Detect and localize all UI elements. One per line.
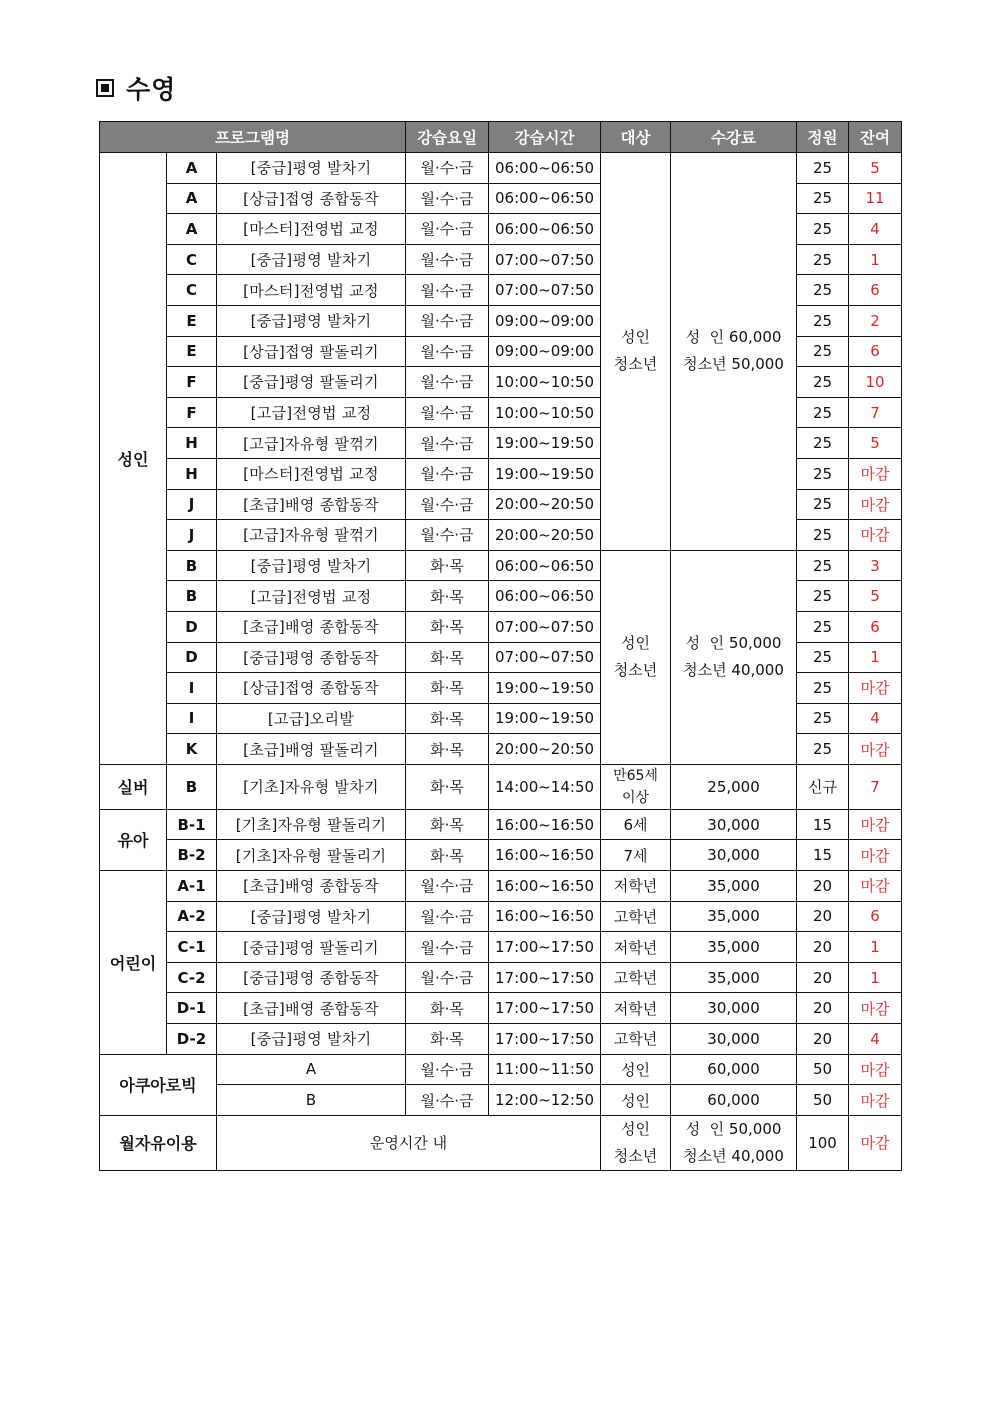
remaining: 마감 <box>849 673 902 704</box>
capacity: 25 <box>797 244 849 275</box>
remaining: 5 <box>849 581 902 612</box>
class-days: 화·목 <box>406 809 489 840</box>
fee-adult-group1 <box>671 153 797 551</box>
remaining: 마감 <box>849 1115 902 1170</box>
capacity: 20 <box>797 932 849 963</box>
class-code: H <box>167 428 217 459</box>
capacity: 20 <box>797 993 849 1024</box>
fee: 60,000 <box>671 1054 797 1085</box>
program-name: [상급]접영 종합동작 <box>217 183 406 214</box>
table-row <box>100 153 902 184</box>
fee: 30,000 <box>671 809 797 840</box>
table-row <box>100 550 902 581</box>
capacity: 25 <box>797 489 849 520</box>
program-name: [마스터]전영법 교정 <box>217 275 406 306</box>
class-code: H <box>167 458 217 489</box>
class-code: J <box>167 489 217 520</box>
capacity: 100 <box>797 1115 849 1170</box>
remaining: 마감 <box>849 489 902 520</box>
program-name: [고급]자유형 팔꺾기 <box>217 520 406 551</box>
class-time: 14:00~14:50 <box>489 764 601 809</box>
class-code: J <box>167 520 217 551</box>
fee: 35,000 <box>671 901 797 932</box>
program-name: B <box>217 1085 406 1116</box>
program-name: [고급]전영법 교정 <box>217 581 406 612</box>
target-line: 청소년 <box>613 661 658 680</box>
category-toddler: 유아 <box>100 809 167 870</box>
target: 저학년 <box>601 932 671 963</box>
capacity: 25 <box>797 275 849 306</box>
class-code: C-2 <box>167 962 217 993</box>
class-days: 월·수·금 <box>406 336 489 367</box>
class-days: 월·수·금 <box>406 153 489 184</box>
class-days: 월·수·금 <box>406 1085 489 1116</box>
class-code: A <box>167 183 217 214</box>
class-time: 09:00~09:00 <box>489 305 601 336</box>
fee-line: 청소년 40,000 <box>683 1146 784 1165</box>
class-time: 06:00~06:50 <box>489 153 601 184</box>
table-row <box>100 901 902 932</box>
class-days: 월·수·금 <box>406 901 489 932</box>
program-name: [상급]접영 팔돌리기 <box>217 336 406 367</box>
class-code: D <box>167 642 217 673</box>
class-days: 화·목 <box>406 734 489 765</box>
target-line: 청소년 <box>613 1146 658 1165</box>
capacity: 20 <box>797 1024 849 1055</box>
remaining: 6 <box>849 336 902 367</box>
fee-line: 청소년 50,000 <box>683 355 784 374</box>
program-name: [중급]평영 발차기 <box>217 550 406 581</box>
remaining: 4 <box>849 1024 902 1055</box>
class-time: 17:00~17:50 <box>489 1024 601 1055</box>
class-days: 월·수·금 <box>406 932 489 963</box>
capacity: 15 <box>797 840 849 871</box>
program-name: [기초]자유형 발차기 <box>217 764 406 809</box>
class-days: 화·목 <box>406 581 489 612</box>
remaining: 1 <box>849 244 902 275</box>
capacity: 25 <box>797 642 849 673</box>
class-days: 월·수·금 <box>406 244 489 275</box>
program-name: [중급]평영 종합동작 <box>217 962 406 993</box>
fee-line: 성 인 50,000 <box>685 634 782 653</box>
fee-line: 성 인 50,000 <box>685 1119 782 1138</box>
class-code: C <box>167 244 217 275</box>
class-time: 20:00~20:50 <box>489 734 601 765</box>
capacity: 25 <box>797 428 849 459</box>
capacity: 25 <box>797 305 849 336</box>
class-days: 월·수·금 <box>406 214 489 245</box>
class-time: 16:00~16:50 <box>489 840 601 871</box>
remaining: 10 <box>849 367 902 398</box>
target-line: 청소년 <box>613 355 658 374</box>
fee: 30,000 <box>671 1024 797 1055</box>
target: 성인 <box>601 1054 671 1085</box>
fee-line: 청소년 40,000 <box>683 661 784 680</box>
target-adult-group1 <box>601 153 671 551</box>
class-days: 화·목 <box>406 703 489 734</box>
category-aquarobic: 아쿠아로빅 <box>100 1054 217 1115</box>
capacity: 25 <box>797 611 849 642</box>
capacity: 25 <box>797 520 849 551</box>
fee: 35,000 <box>671 962 797 993</box>
class-code: A-2 <box>167 901 217 932</box>
class-time: 06:00~06:50 <box>489 214 601 245</box>
remaining: 7 <box>849 397 902 428</box>
class-time: 11:00~11:50 <box>489 1054 601 1085</box>
class-time: 10:00~10:50 <box>489 367 601 398</box>
remaining: 마감 <box>849 993 902 1024</box>
remaining: 마감 <box>849 1085 902 1116</box>
class-code: A <box>167 214 217 245</box>
capacity: 20 <box>797 871 849 902</box>
class-code: I <box>167 703 217 734</box>
class-code: I <box>167 673 217 704</box>
table-row <box>100 1024 902 1055</box>
class-time: 19:00~19:50 <box>489 458 601 489</box>
class-days: 화·목 <box>406 611 489 642</box>
class-time: 16:00~16:50 <box>489 809 601 840</box>
table-row <box>100 1115 902 1170</box>
program-name: [중급]평영 발차기 <box>217 305 406 336</box>
target-line: 이상 <box>622 789 650 806</box>
capacity: 25 <box>797 397 849 428</box>
class-days: 화·목 <box>406 840 489 871</box>
target-line: 성인 <box>621 328 651 347</box>
capacity: 25 <box>797 367 849 398</box>
table-row <box>100 1085 902 1116</box>
program-name: [고급]자유형 팔꺾기 <box>217 428 406 459</box>
capacity: 25 <box>797 183 849 214</box>
class-time: 10:00~10:50 <box>489 397 601 428</box>
table-row <box>100 932 902 963</box>
target: 성인 <box>601 1085 671 1116</box>
class-time: 17:00~17:50 <box>489 993 601 1024</box>
class-code: E <box>167 305 217 336</box>
fee: 60,000 <box>671 1085 797 1116</box>
remaining: 3 <box>849 550 902 581</box>
class-days: 화·목 <box>406 673 489 704</box>
program-name: [상급]접영 종합동작 <box>217 673 406 704</box>
class-days: 월·수·금 <box>406 305 489 336</box>
program-name: [기초]자유형 팔돌리기 <box>217 840 406 871</box>
program-name: [고급]오리발 <box>217 703 406 734</box>
class-time: 06:00~06:50 <box>489 550 601 581</box>
program-name: [중급]평영 발차기 <box>217 1024 406 1055</box>
class-days: 월·수·금 <box>406 520 489 551</box>
fee: 25,000 <box>671 764 797 809</box>
class-days: 화·목 <box>406 550 489 581</box>
program-name: [초급]배영 종합동작 <box>217 993 406 1024</box>
table-row <box>100 1054 902 1085</box>
remaining: 6 <box>849 611 902 642</box>
class-time: 06:00~06:50 <box>489 581 601 612</box>
class-code: C <box>167 275 217 306</box>
header-time: 강습시간 <box>489 122 601 153</box>
class-code: B <box>167 581 217 612</box>
remaining: 마감 <box>849 458 902 489</box>
program-name: [마스터]전영법 교정 <box>217 458 406 489</box>
class-days: 월·수·금 <box>406 458 489 489</box>
header-capacity: 정원 <box>797 122 849 153</box>
capacity: 25 <box>797 550 849 581</box>
target-silver <box>601 764 671 809</box>
program-name: [초급]배영 팔돌리기 <box>217 734 406 765</box>
category-adult: 성인 <box>100 153 167 765</box>
capacity: 25 <box>797 336 849 367</box>
class-code: A-1 <box>167 871 217 902</box>
remaining: 5 <box>849 153 902 184</box>
class-time: 07:00~07:50 <box>489 275 601 306</box>
class-days: 화·목 <box>406 1024 489 1055</box>
class-code: D <box>167 611 217 642</box>
remaining: 마감 <box>849 520 902 551</box>
class-time: 16:00~16:50 <box>489 871 601 902</box>
target: 고학년 <box>601 901 671 932</box>
target: 저학년 <box>601 871 671 902</box>
table-row <box>100 871 902 902</box>
remaining: 마감 <box>849 734 902 765</box>
class-code: D-2 <box>167 1024 217 1055</box>
class-code: A <box>167 153 217 184</box>
class-days: 화·목 <box>406 993 489 1024</box>
class-time: 17:00~17:50 <box>489 932 601 963</box>
fee-monthly <box>671 1115 797 1170</box>
table-row <box>100 840 902 871</box>
class-code: B <box>167 764 217 809</box>
section-title <box>96 70 176 106</box>
remaining: 마감 <box>849 840 902 871</box>
class-code: B <box>167 550 217 581</box>
class-code: B-2 <box>167 840 217 871</box>
program-name: [기초]자유형 팔돌리기 <box>217 809 406 840</box>
program-name: [중급]평영 종합동작 <box>217 642 406 673</box>
table-header-row <box>100 122 902 153</box>
class-days: 월·수·금 <box>406 1054 489 1085</box>
program-name: [중급]평영 발차기 <box>217 901 406 932</box>
capacity: 50 <box>797 1054 849 1085</box>
remaining: 4 <box>849 703 902 734</box>
target-line: 성인 <box>621 634 651 653</box>
remaining: 마감 <box>849 871 902 902</box>
class-days: 월·수·금 <box>406 428 489 459</box>
program-name: [고급]전영법 교정 <box>217 397 406 428</box>
program-name: [마스터]전영법 교정 <box>217 214 406 245</box>
capacity: 15 <box>797 809 849 840</box>
class-code: D-1 <box>167 993 217 1024</box>
capacity: 25 <box>797 153 849 184</box>
fee-adult-group2 <box>671 550 797 764</box>
program-name: [초급]배영 종합동작 <box>217 489 406 520</box>
class-days: 월·수·금 <box>406 489 489 520</box>
program-name: [중급]평영 발차기 <box>217 244 406 275</box>
program-name: [중급]평영 팔돌리기 <box>217 932 406 963</box>
category-silver: 실버 <box>100 764 167 809</box>
capacity: 25 <box>797 673 849 704</box>
class-time: 19:00~19:50 <box>489 673 601 704</box>
target-monthly <box>601 1115 671 1170</box>
capacity: 25 <box>797 734 849 765</box>
class-days: 화·목 <box>406 642 489 673</box>
target-adult-group2 <box>601 550 671 764</box>
target: 7세 <box>601 840 671 871</box>
remaining: 1 <box>849 642 902 673</box>
header-remaining: 잔여 <box>849 122 902 153</box>
class-code: C-1 <box>167 932 217 963</box>
table-row <box>100 809 902 840</box>
square-bullet-icon <box>96 79 114 97</box>
class-code: K <box>167 734 217 765</box>
table-row <box>100 962 902 993</box>
fee: 30,000 <box>671 840 797 871</box>
program-name: [초급]배영 종합동작 <box>217 871 406 902</box>
capacity: 20 <box>797 962 849 993</box>
table-row <box>100 764 902 809</box>
class-time: 20:00~20:50 <box>489 520 601 551</box>
capacity: 25 <box>797 581 849 612</box>
header-target: 대상 <box>601 122 671 153</box>
fee: 35,000 <box>671 932 797 963</box>
header-fee: 수강료 <box>671 122 797 153</box>
class-days: 화·목 <box>406 764 489 809</box>
program-name: [초급]배영 종합동작 <box>217 611 406 642</box>
target: 저학년 <box>601 993 671 1024</box>
class-code: E <box>167 336 217 367</box>
capacity: 20 <box>797 901 849 932</box>
class-time: 12:00~12:50 <box>489 1085 601 1116</box>
class-time: 09:00~09:00 <box>489 336 601 367</box>
class-days: 월·수·금 <box>406 275 489 306</box>
class-time: 07:00~07:50 <box>489 244 601 275</box>
class-time: 20:00~20:50 <box>489 489 601 520</box>
class-code: F <box>167 397 217 428</box>
remaining: 7 <box>849 764 902 809</box>
remaining: 11 <box>849 183 902 214</box>
program-name: [중급]평영 발차기 <box>217 153 406 184</box>
remaining: 1 <box>849 932 902 963</box>
remaining: 마감 <box>849 809 902 840</box>
fee: 35,000 <box>671 871 797 902</box>
remaining: 6 <box>849 901 902 932</box>
class-time: 19:00~19:50 <box>489 703 601 734</box>
page-title: 수영 <box>126 75 177 104</box>
capacity: 신규 <box>797 764 849 809</box>
header-program: 프로그램명 <box>100 122 406 153</box>
remaining: 마감 <box>849 1054 902 1085</box>
capacity: 25 <box>797 458 849 489</box>
class-days: 월·수·금 <box>406 871 489 902</box>
class-days: 월·수·금 <box>406 397 489 428</box>
capacity: 25 <box>797 214 849 245</box>
class-time: 17:00~17:50 <box>489 962 601 993</box>
swimming-schedule-table <box>99 121 902 1171</box>
class-time: 16:00~16:50 <box>489 901 601 932</box>
class-time: 07:00~07:50 <box>489 642 601 673</box>
target: 6세 <box>601 809 671 840</box>
target: 고학년 <box>601 962 671 993</box>
remaining: 5 <box>849 428 902 459</box>
remaining: 1 <box>849 962 902 993</box>
capacity: 50 <box>797 1085 849 1116</box>
fee-line: 성 인 60,000 <box>685 328 782 347</box>
class-time: 07:00~07:50 <box>489 611 601 642</box>
class-code: F <box>167 367 217 398</box>
target: 고학년 <box>601 1024 671 1055</box>
capacity: 25 <box>797 703 849 734</box>
class-days: 월·수·금 <box>406 183 489 214</box>
table-row <box>100 993 902 1024</box>
target-line: 만65세 <box>613 767 658 784</box>
class-days: 월·수·금 <box>406 962 489 993</box>
class-days: 월·수·금 <box>406 367 489 398</box>
category-children: 어린이 <box>100 871 167 1055</box>
program-name: [중급]평영 팔돌리기 <box>217 367 406 398</box>
remaining: 6 <box>849 275 902 306</box>
class-time: 06:00~06:50 <box>489 183 601 214</box>
header-days: 강습요일 <box>406 122 489 153</box>
program-name: A <box>217 1054 406 1085</box>
remaining: 2 <box>849 305 902 336</box>
target-line: 성인 <box>621 1119 651 1138</box>
class-code: B-1 <box>167 809 217 840</box>
category-monthly: 월자유이용 <box>100 1115 217 1170</box>
program-name: 운영시간 내 <box>217 1115 601 1170</box>
remaining: 4 <box>849 214 902 245</box>
class-time: 19:00~19:50 <box>489 428 601 459</box>
fee: 30,000 <box>671 993 797 1024</box>
